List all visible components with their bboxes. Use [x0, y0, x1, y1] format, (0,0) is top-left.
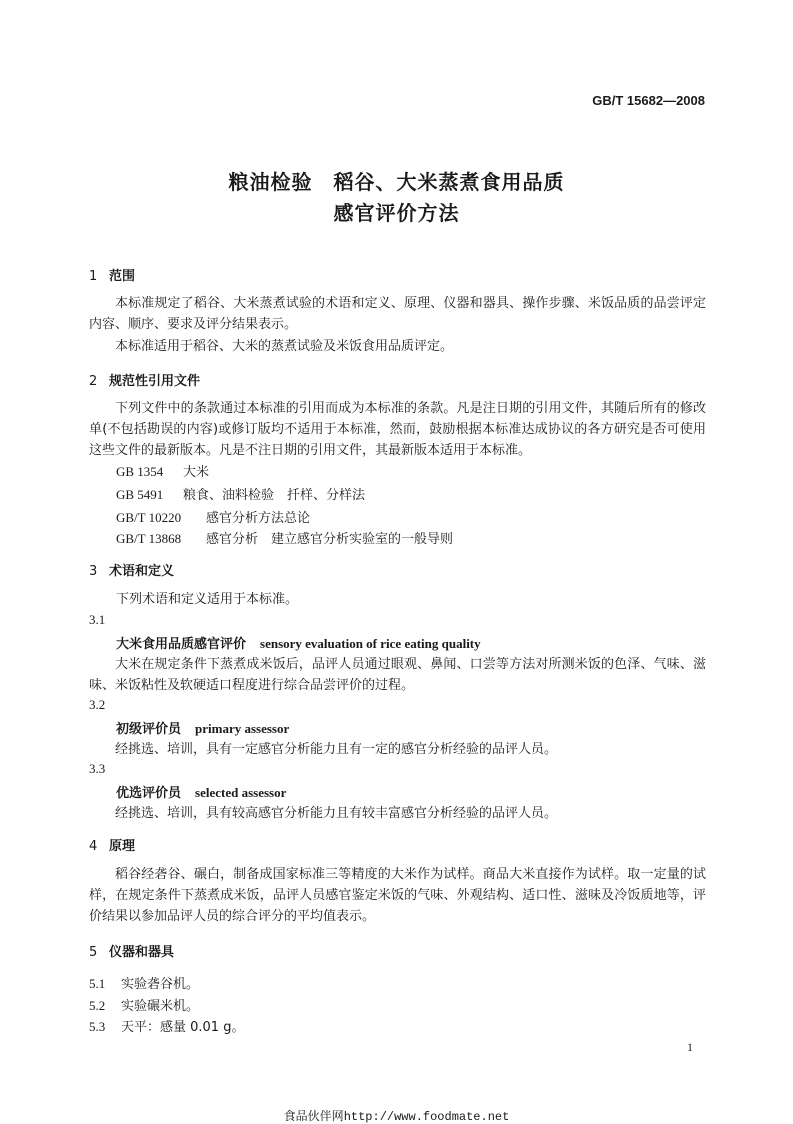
section-3-heading: 3 术语和定义 [89, 564, 175, 579]
reference-item: GB 1354 大米 [116, 464, 210, 480]
section-4-heading: 4 原理 [89, 839, 136, 854]
footer-site-name: 食品伙伴网 [283, 1109, 344, 1123]
subclause-item: 5.2 实验碾米机。 [89, 998, 200, 1014]
document-title-line2: 感官评价方法 [333, 201, 460, 225]
footer-url-link[interactable]: http://www.foodmate.net [343, 1110, 510, 1124]
reference-item: GB 5491 粮食、油料检验 扦样、分样法 [116, 487, 366, 503]
page-number: 1 [687, 1040, 693, 1054]
section-2-heading: 2 规范性引用文件 [89, 374, 201, 389]
section-2-paragraph-1: 下列文件中的条款通过本标准的引用而成为本标准的条款。凡是注日期的引用文件，其随后所有的修改单(不包括勘误的内容)或修订版均不适用于本标准，然而，鼓励根据本标准达成协议的各方研究是否可使用这些文件的最新版本。凡是不注日期的引用文件，其最新版本适用于本标准。 [89, 401, 706, 458]
footer [0, 1107, 793, 1124]
term-definition: 经挑选、培训，具有一定感官分析能力且有一定的感官分析经验的品评人员。 [115, 742, 558, 757]
term-heading: 初级评价员 primary assessor [116, 721, 290, 737]
section-1-paragraph-2: 本标准适用于稻谷、大米的蒸煮试验及米饭食用品质评定。 [115, 339, 454, 354]
subclause-item: 5.3 天平：感量 0.01 g。 [89, 1019, 245, 1035]
clause-number: 3.2 [89, 697, 106, 712]
document-title-line1: 粮油检验 稻谷、大米蒸煮食用品质 [228, 170, 565, 194]
clause-number: 3.3 [89, 761, 106, 776]
term-heading: 大米食用品质感官评价 sensory evaluation of rice eating quality [116, 636, 481, 652]
reference-item: GB/T 13868 感官分析 建立感官分析实验室的一般导则 [116, 531, 454, 547]
section-1-heading: 1 范围 [89, 269, 136, 284]
term-heading: 优选评价员 selected assessor [116, 785, 287, 801]
section-1-paragraph-1: 本标准规定了稻谷、大米蒸煮试验的术语和定义、原理、仪器和器具、操作步骤、米饭品质的品尝评定内容、顺序、要求及评分结果表示。 [89, 296, 706, 332]
section-3-intro: 下列术语和定义适用于本标准。 [116, 592, 299, 607]
section-5-heading: 5 仪器和器具 [89, 945, 175, 960]
subclause-item: 5.1 实验砻谷机。 [89, 976, 200, 992]
standard-number: GB/T 15682—2008 [592, 93, 705, 108]
reference-item: GB/T 10220 感官分析方法总论 [116, 510, 311, 526]
clause-number: 3.1 [89, 612, 106, 627]
section-4-paragraph-1: 稻谷经砻谷、碾白，制备成国家标准三等精度的大米作为试样。商品大米直接作为试样。取一定量的试样，在规定条件下蒸煮成米饭，品评人员感官鉴定米饭的气味、外观结构、适口性、滋味及冷饭质地等，评价结果以参加品评人员的综合评分的平均值表示。 [89, 867, 706, 924]
term-definition: 经挑选、培训，具有较高感官分析能力且有较丰富感官分析经验的品评人员。 [115, 806, 558, 821]
term-definition: 大米在规定条件下蒸煮成米饭后，品评人员通过眼观、鼻闻、口尝等方法对所测米饭的色泽、气味、滋味、米饭粘性及软硬适口程度进行综合品尝评价的过程。 [89, 657, 706, 693]
